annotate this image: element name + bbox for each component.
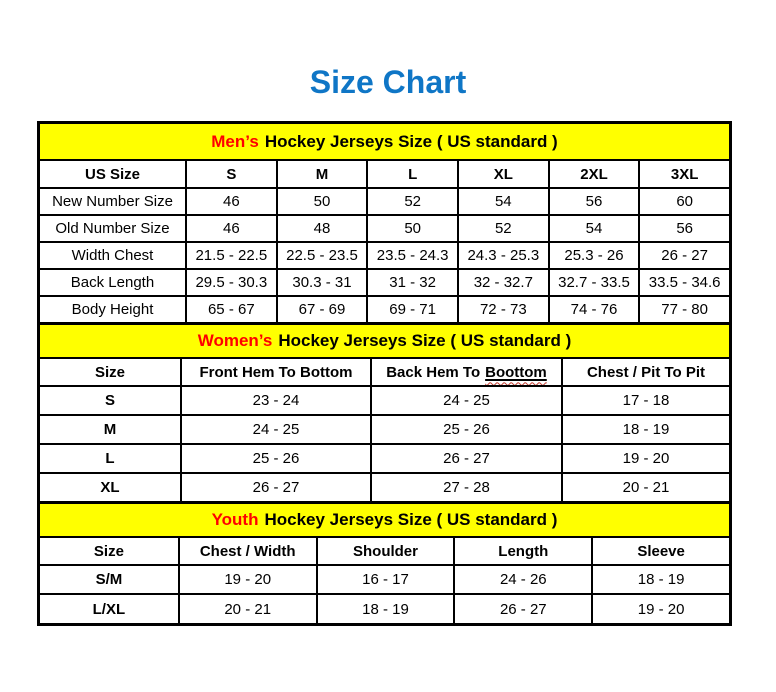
value-cell: 33.5 - 34.6 — [638, 270, 729, 295]
value-cell: 56 — [638, 216, 729, 241]
value-cell: 54 — [457, 189, 548, 214]
header-cell-3xl: 3XL — [638, 161, 729, 187]
value-cell: 65 - 67 — [185, 297, 276, 322]
value-cell: 26 - 27 — [453, 595, 591, 623]
table-row-womens-xl — [40, 472, 729, 501]
header-cell-sleeve: Sleeve — [591, 538, 729, 564]
youth-header-row — [40, 536, 729, 564]
value-cell: 31 - 32 — [366, 270, 457, 295]
table-row-womens-l — [40, 443, 729, 472]
value-cell: 60 — [638, 189, 729, 214]
header-cell-length: Length — [453, 538, 591, 564]
value-cell: 50 — [276, 189, 367, 214]
header-cell-l: L — [366, 161, 457, 187]
value-cell: 27 - 28 — [370, 474, 561, 501]
youth-section-band — [40, 501, 729, 536]
value-cell: 54 — [548, 216, 639, 241]
table-row-womens-s — [40, 385, 729, 414]
table-row-womens-m — [40, 414, 729, 443]
value-cell: 30.3 - 31 — [276, 270, 367, 295]
header-cell-size: Size — [93, 542, 124, 560]
header-cell-m: M — [276, 161, 367, 187]
value-cell: 26 - 27 — [638, 243, 729, 268]
womens-band-text: Hockey Jerseys Size ( US standard ) — [278, 331, 572, 350]
value-cell: 24 - 26 — [453, 566, 591, 593]
value-cell: 17 - 18 — [561, 387, 729, 414]
header-cell-chest-pit: Chest / Pit To Pit — [561, 359, 729, 385]
table-row-body-height — [40, 295, 729, 322]
value-cell: 18 - 19 — [561, 416, 729, 443]
value-cell: 32 - 32.7 — [457, 270, 548, 295]
value-cell: 56 — [548, 189, 639, 214]
row-label-cell: Old Number Size — [55, 220, 170, 237]
youth-band-highlight: Youth — [211, 510, 259, 529]
value-cell: 20 - 21 — [178, 595, 316, 623]
value-cell: 25.3 - 26 — [548, 243, 639, 268]
header-cell-back-hem — [370, 359, 561, 385]
back-hem-prefix: Back Hem To — [386, 363, 481, 381]
header-cell-chest-width: Chest / Width — [178, 538, 316, 564]
value-cell: 21.5 - 22.5 — [185, 243, 276, 268]
value-cell: 29.5 - 30.3 — [185, 270, 276, 295]
value-cell: 52 — [366, 189, 457, 214]
value-cell: 46 — [185, 189, 276, 214]
value-cell: 23.5 - 24.3 — [366, 243, 457, 268]
row-label-cell: M — [103, 421, 117, 438]
value-cell: 72 - 73 — [457, 297, 548, 322]
row-label-cell: L/XL — [92, 600, 126, 618]
row-label-cell: S — [104, 392, 115, 409]
value-cell: 24 - 25 — [370, 387, 561, 414]
mens-section-band — [40, 124, 729, 159]
row-label-cell: Body Height — [71, 301, 154, 318]
value-cell: 19 - 20 — [178, 566, 316, 593]
row-label-cell: XL — [100, 479, 120, 496]
table-row-new-number-size — [40, 187, 729, 214]
value-cell: 48 — [276, 216, 367, 241]
youth-band-text: Hockey Jerseys Size ( US standard ) — [264, 510, 558, 529]
table-row-youth-lxl — [40, 593, 729, 623]
table-row-old-number-size — [40, 214, 729, 241]
header-cell-shoulder: Shoulder — [316, 538, 454, 564]
womens-band-highlight: Women’s — [197, 331, 273, 350]
value-cell: 19 - 20 — [591, 595, 729, 623]
value-cell: 18 - 19 — [591, 566, 729, 593]
row-label-cell: S/M — [95, 571, 123, 588]
header-cell-size: Size — [94, 363, 125, 381]
value-cell: 24 - 25 — [180, 416, 370, 443]
value-cell: 18 - 19 — [316, 595, 454, 623]
value-cell: 77 - 80 — [638, 297, 729, 322]
size-chart-table — [37, 121, 732, 626]
mens-header-row — [40, 159, 729, 187]
header-cell-xl: XL — [457, 161, 548, 187]
value-cell: 25 - 26 — [370, 416, 561, 443]
womens-section-band — [40, 322, 729, 357]
row-label-cell: New Number Size — [52, 193, 173, 210]
value-cell: 25 - 26 — [180, 445, 370, 472]
mens-band-text: Hockey Jerseys Size ( US standard ) — [264, 131, 558, 151]
value-cell: 32.7 - 33.5 — [548, 270, 639, 295]
value-cell: 20 - 21 — [561, 474, 729, 501]
page-title: Size Chart — [309, 64, 467, 100]
value-cell: 22.5 - 23.5 — [276, 243, 367, 268]
spellcheck-squiggle — [485, 364, 547, 381]
value-cell: 26 - 27 — [370, 445, 561, 472]
value-cell: 26 - 27 — [180, 474, 370, 501]
table-row-youth-sm — [40, 564, 729, 593]
value-cell: 69 - 71 — [366, 297, 457, 322]
table-row-width-chest — [40, 241, 729, 268]
back-hem-misspelled-word: Boottom — [485, 363, 547, 381]
womens-header-row — [40, 357, 729, 385]
mens-band-highlight: Men’s — [211, 131, 259, 151]
value-cell: 23 - 24 — [180, 387, 370, 414]
row-label-cell: Back Length — [70, 274, 155, 291]
header-cell-s: S — [185, 161, 276, 187]
value-cell: 46 — [185, 216, 276, 241]
table-row-back-length — [40, 268, 729, 295]
value-cell: 50 — [366, 216, 457, 241]
value-cell: 67 - 69 — [276, 297, 367, 322]
row-label-cell: L — [105, 450, 115, 467]
value-cell: 24.3 - 25.3 — [457, 243, 548, 268]
header-cell-front-hem: Front Hem To Bottom — [180, 359, 370, 385]
value-cell: 52 — [457, 216, 548, 241]
value-cell: 74 - 76 — [548, 297, 639, 322]
header-cell-us-size: US Size — [84, 165, 141, 183]
header-cell-2xl: 2XL — [548, 161, 639, 187]
value-cell: 19 - 20 — [561, 445, 729, 472]
value-cell: 16 - 17 — [316, 566, 454, 593]
row-label-cell: Width Chest — [71, 247, 154, 264]
